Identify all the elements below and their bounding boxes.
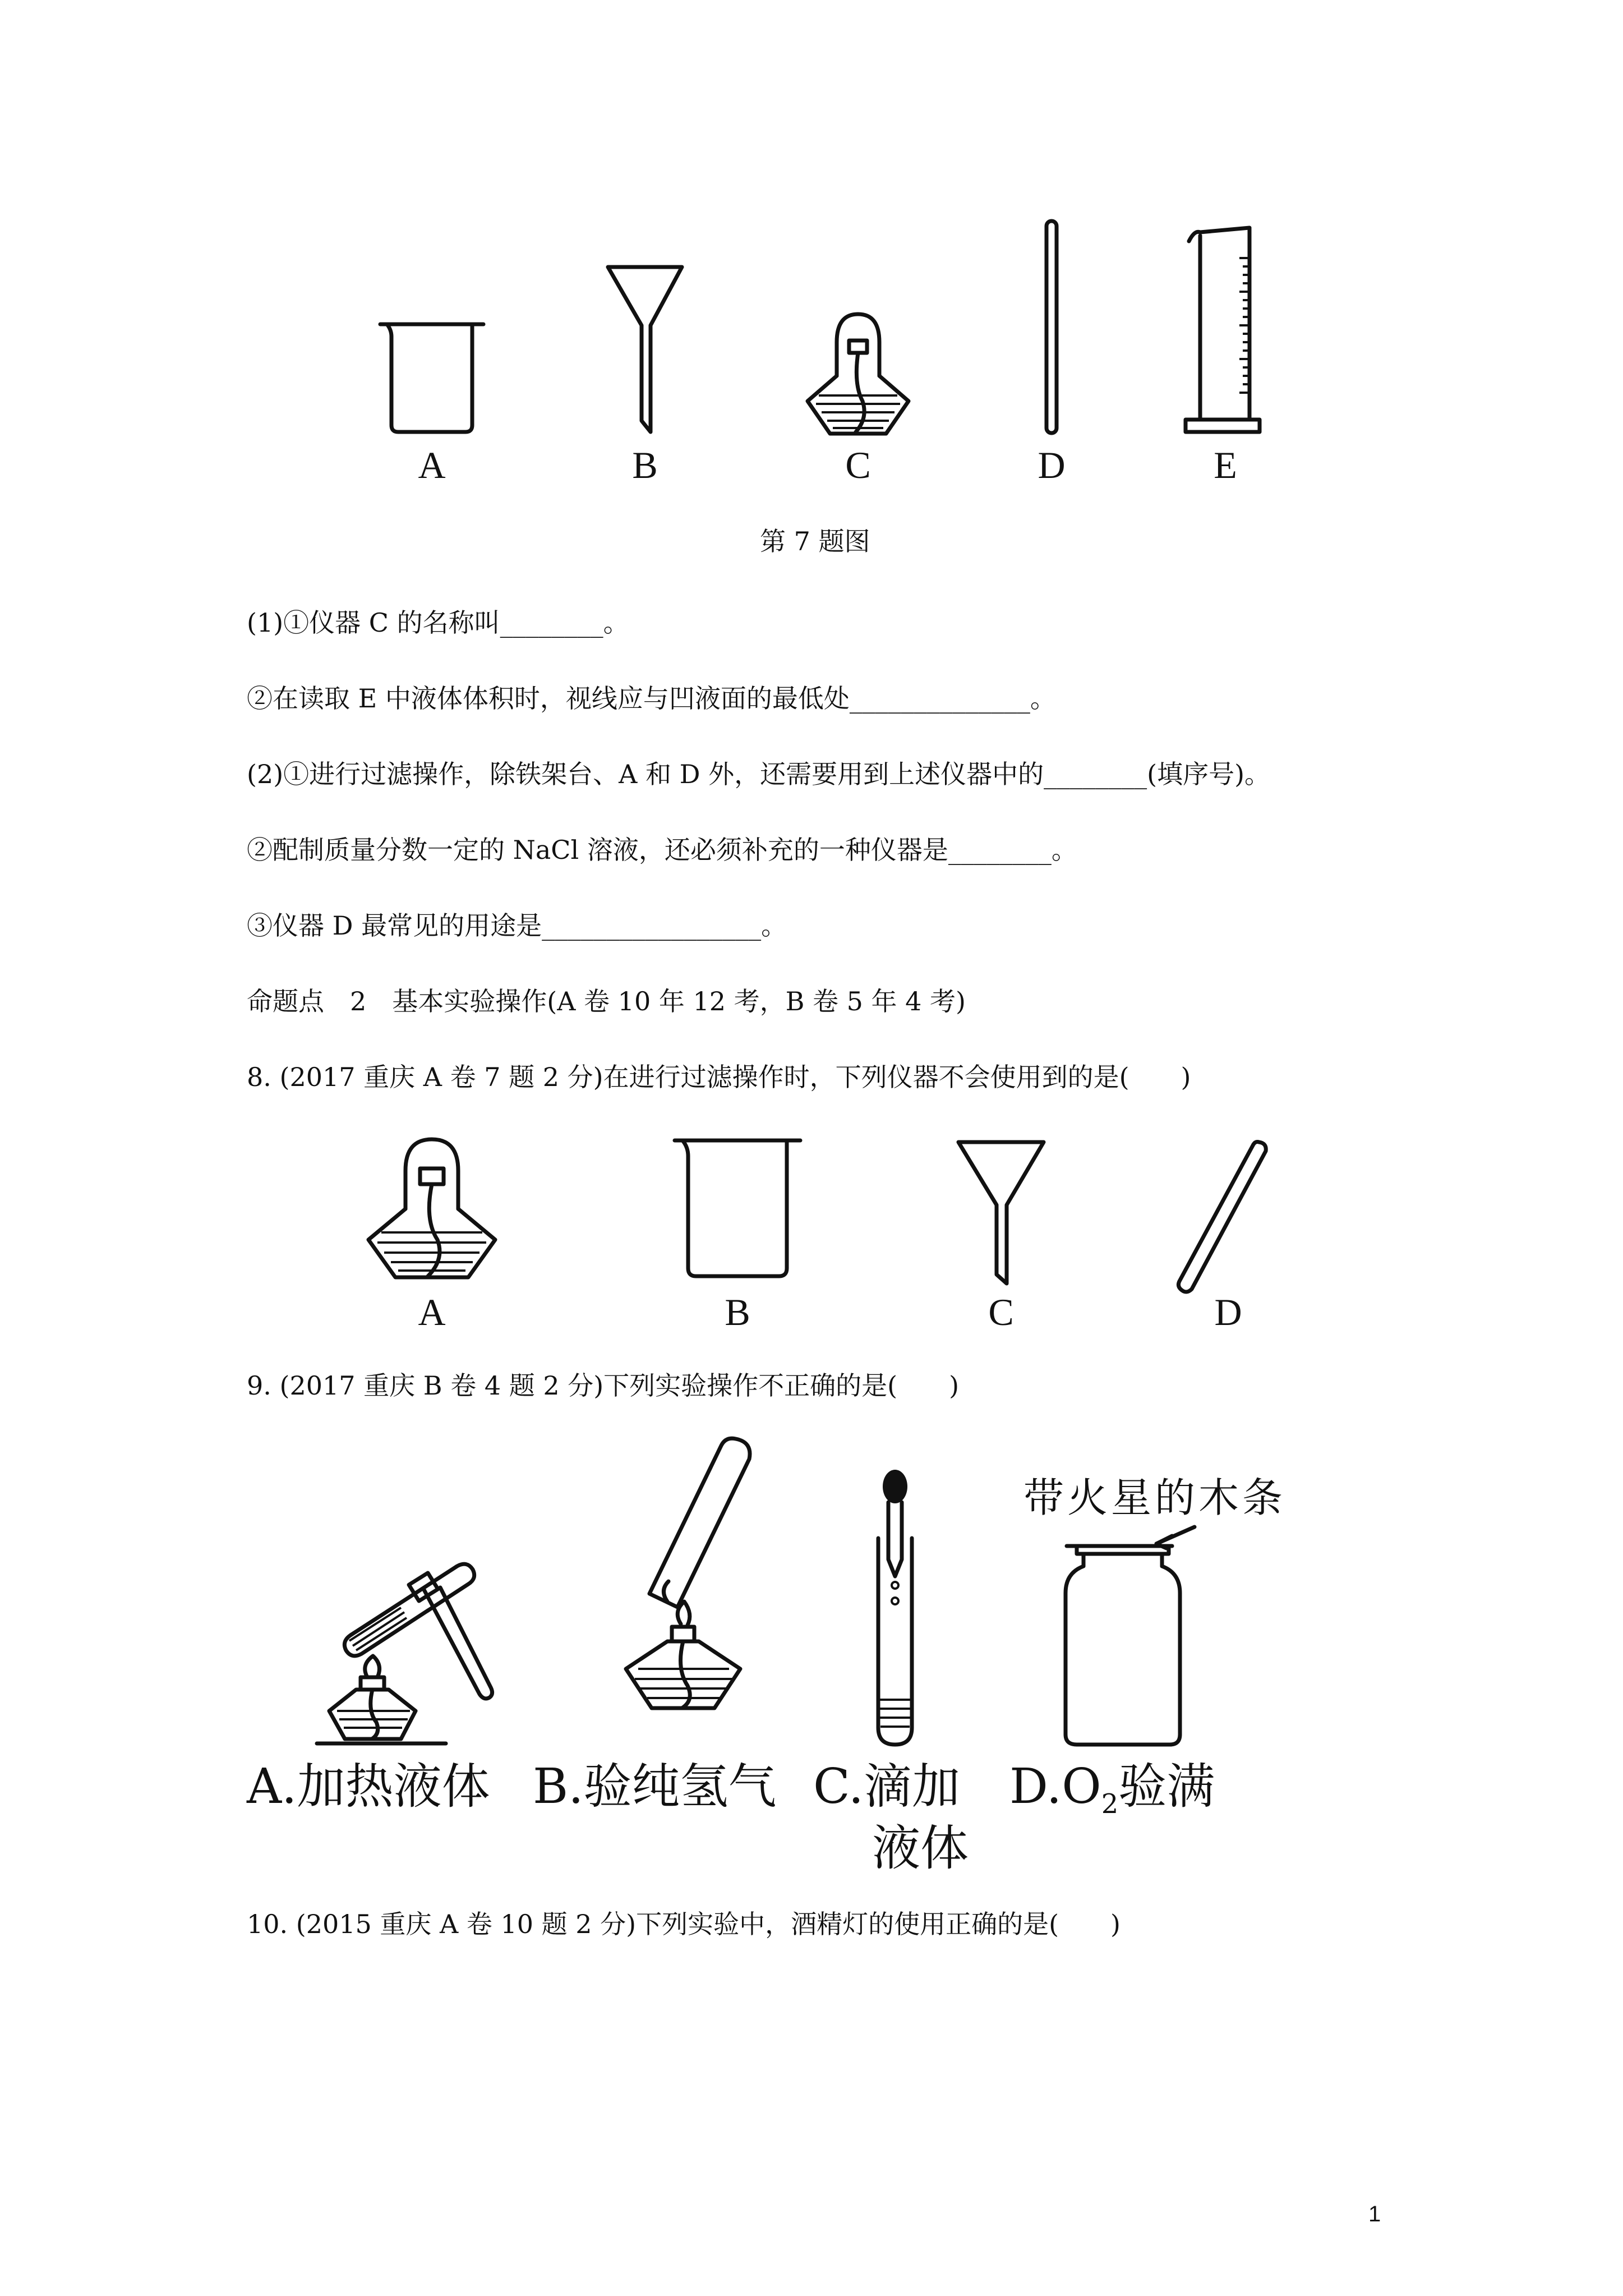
q9-option-d-suffix: 验满 <box>1118 1759 1215 1815</box>
page-number: 1 <box>1368 2202 1381 2226</box>
heating-liquid-icon <box>317 1526 541 1750</box>
alcohol-lamp-icon <box>802 311 914 438</box>
splint-label: 带火星的木条 <box>1023 1474 1287 1521</box>
q9-option-d-prefix: D.O <box>1009 1759 1101 1815</box>
q7-line-2: ②在读取 E 中液体体积时，视线应与凹液面的最低处______________。 <box>247 683 1056 714</box>
hydrogen-purity-test-icon <box>606 1433 763 1759</box>
q8-stem: 8. (2017 重庆 A 卷 7 题 2 分)在进行过滤操作时，下列仪器不会使用到的是( ) <box>247 1062 1191 1092</box>
funnel-icon <box>606 264 684 438</box>
fig7-label-d: D <box>1038 444 1066 486</box>
fig8-label-c: C <box>988 1291 1014 1333</box>
fig8-label-b: B <box>725 1291 750 1333</box>
fig7-caption: 第 7 题图 <box>760 526 870 556</box>
beaker-icon <box>670 1136 805 1282</box>
glass-rod-icon <box>1043 219 1060 438</box>
fig7-label-a: A <box>418 444 446 486</box>
alcohol-lamp-icon <box>362 1136 502 1282</box>
q9-option-a: A.加热液体 <box>247 1759 490 1815</box>
q9-option-c-line1: C.滴加 <box>813 1759 961 1815</box>
dropper-test-tube-icon <box>864 1464 948 1750</box>
q7-line-3: (2)①进行过滤操作，除铁架台、A 和 D 外，还需要用到上述仪器中的________(填序号)。 <box>247 759 1271 789</box>
q7-line-5: ③仪器 D 最常见的用途是_________________。 <box>247 910 787 941</box>
q7-line-1: (1)①仪器 C 的名称叫________。 <box>247 608 629 638</box>
q9-option-c-line2: 液体 <box>872 1820 969 1876</box>
oxygen-full-check-icon <box>1060 1515 1262 1750</box>
glass-rod-icon <box>1175 1139 1276 1296</box>
fig7-label-b: B <box>632 444 658 486</box>
fig7-label-e: E <box>1214 444 1237 486</box>
funnel-icon <box>956 1139 1046 1290</box>
q9-option-d <box>1009 1756 1215 1835</box>
graduated-cylinder-icon <box>1183 224 1262 438</box>
fig8-label-a: A <box>418 1291 446 1333</box>
section-heading: 命题点 2 基本实验操作(A 卷 10 年 12 考，B 卷 5 年 4 考) <box>247 986 966 1016</box>
q7-line-4: ②配制质量分数一定的 NaCl 溶液，还必须补充的一种仪器是________。 <box>247 835 1077 865</box>
fig8-label-d: D <box>1214 1291 1242 1333</box>
fig7-label-c: C <box>845 444 871 486</box>
q9-stem: 9. (2017 重庆 B 卷 4 题 2 分)下列实验操作不正确的是( ) <box>247 1370 960 1401</box>
q9-option-b: B.验纯氢气 <box>533 1759 777 1815</box>
beaker-icon <box>376 320 488 438</box>
q9-option-d-subscript: 2 <box>1101 1788 1119 1820</box>
q10-stem: 10. (2015 重庆 A 卷 10 题 2 分)下列实验中，酒精灯的使用正确的是( ) <box>247 1909 1121 1939</box>
